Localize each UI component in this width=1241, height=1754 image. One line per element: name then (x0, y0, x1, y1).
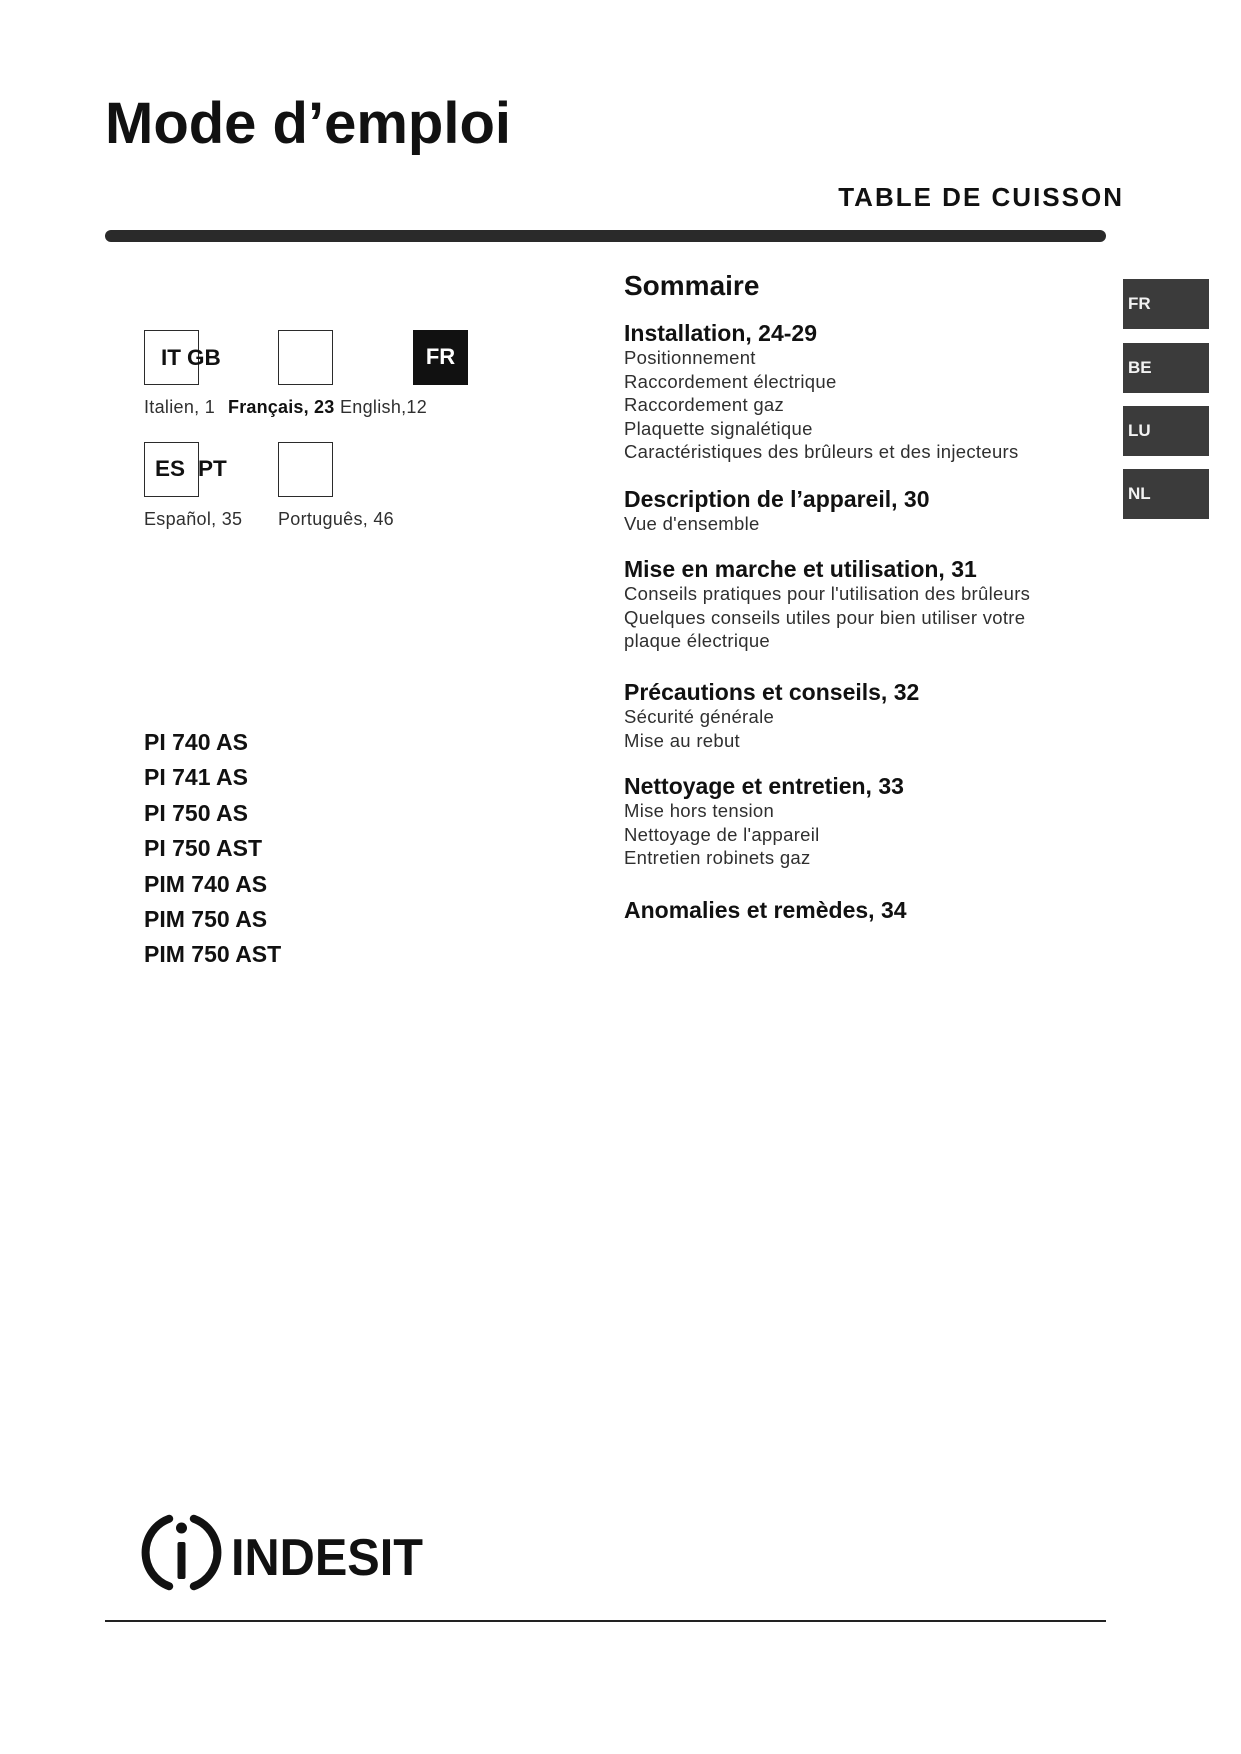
language-box-pt (278, 442, 333, 497)
toc-heading: Installation, 24-29 (624, 320, 818, 346)
country-tab-be (1123, 343, 1209, 393)
toc-heading: Nettoyage et entretien, 33 (624, 773, 904, 799)
toc-heading: Description de l’appareil, 30 (624, 486, 930, 512)
toc-section-installation (624, 320, 1019, 464)
toc-item: Raccordement électrique (624, 370, 837, 392)
toc-item: Plaquette signalétique (624, 417, 813, 439)
country-tab-label: BE (1128, 358, 1152, 377)
toc-item: Vue d'ensemble (624, 513, 760, 534)
header-rule (105, 230, 1106, 242)
toc-section-mise-en-marche (624, 556, 1030, 653)
footer-rule (105, 1620, 1106, 1622)
toc-item: Conseils pratiques pour l'utilisation des brûleurs (624, 583, 1031, 604)
model-list (144, 725, 281, 973)
toc-title: Sommaire (624, 270, 760, 301)
model-item: PI 750 AS (144, 799, 248, 826)
model-item: PI 740 AS (144, 729, 248, 755)
toc-item: Entretien robinets gaz (624, 847, 811, 869)
toc-section-nettoyage (624, 773, 904, 870)
language-code-fr: FR (425, 344, 456, 369)
model-item: PIM 740 AS (144, 870, 268, 897)
model-item: PI 750 AST (144, 835, 263, 862)
language-label-it: Italien, 1 (144, 397, 216, 417)
toc-item: plaque électrique (624, 630, 771, 652)
toc-item: Mise au rebut (624, 729, 740, 751)
country-tab-label: NL (1128, 484, 1151, 503)
language-box-fr (413, 330, 468, 385)
language-code-it: IT (161, 345, 181, 370)
model-item: PIM 750 AST (144, 941, 282, 968)
language-box-gb (278, 330, 333, 385)
toc-section-anomalies (624, 897, 907, 923)
toc-item: Quelques conseils utiles pour bien utiliser votre (624, 606, 1026, 628)
toc-item: Positionnement (624, 347, 756, 368)
logo-wordmark: INDESIT (231, 1529, 424, 1587)
toc-section-description (624, 486, 930, 536)
language-label-gb: English,12 (340, 397, 428, 417)
country-tab-label: FR (1128, 294, 1151, 313)
country-tab-lu (1123, 406, 1209, 456)
toc-item: Raccordement gaz (624, 394, 785, 416)
indesit-logo (140, 1505, 440, 1605)
toc-heading: Anomalies et remèdes, 34 (624, 897, 907, 923)
language-label-es: Español, 35 (144, 509, 243, 529)
toc-item: Mise hors tension (624, 800, 775, 821)
toc-item: Caractéristiques des brûleurs et des injecteurs (624, 441, 1019, 463)
language-code-es: ES (155, 456, 186, 481)
country-tab-label: LU (1128, 421, 1151, 440)
product-type: TABLE DE CUISSON (838, 182, 1124, 212)
language-code-gb: GB (187, 345, 221, 370)
toc-item: Sécurité générale (624, 706, 775, 727)
country-tab-nl (1123, 469, 1209, 519)
language-label-pt: Português, 46 (278, 509, 394, 529)
model-item: PIM 750 AS (144, 906, 268, 933)
document-title: Mode d’emploi (105, 91, 511, 156)
toc-section-precautions (624, 679, 919, 752)
language-label-fr: Français, 23 (228, 397, 335, 417)
toc-heading: Mise en marche et utilisation, 31 (624, 556, 977, 582)
indesit-i-icon (146, 1519, 218, 1587)
toc-item: Nettoyage de l'appareil (624, 823, 820, 845)
language-code-pt: PT (198, 456, 227, 481)
model-item: PI 741 AS (144, 764, 248, 791)
country-tab-fr (1123, 279, 1209, 329)
toc-heading: Précautions et conseils, 32 (624, 679, 920, 705)
